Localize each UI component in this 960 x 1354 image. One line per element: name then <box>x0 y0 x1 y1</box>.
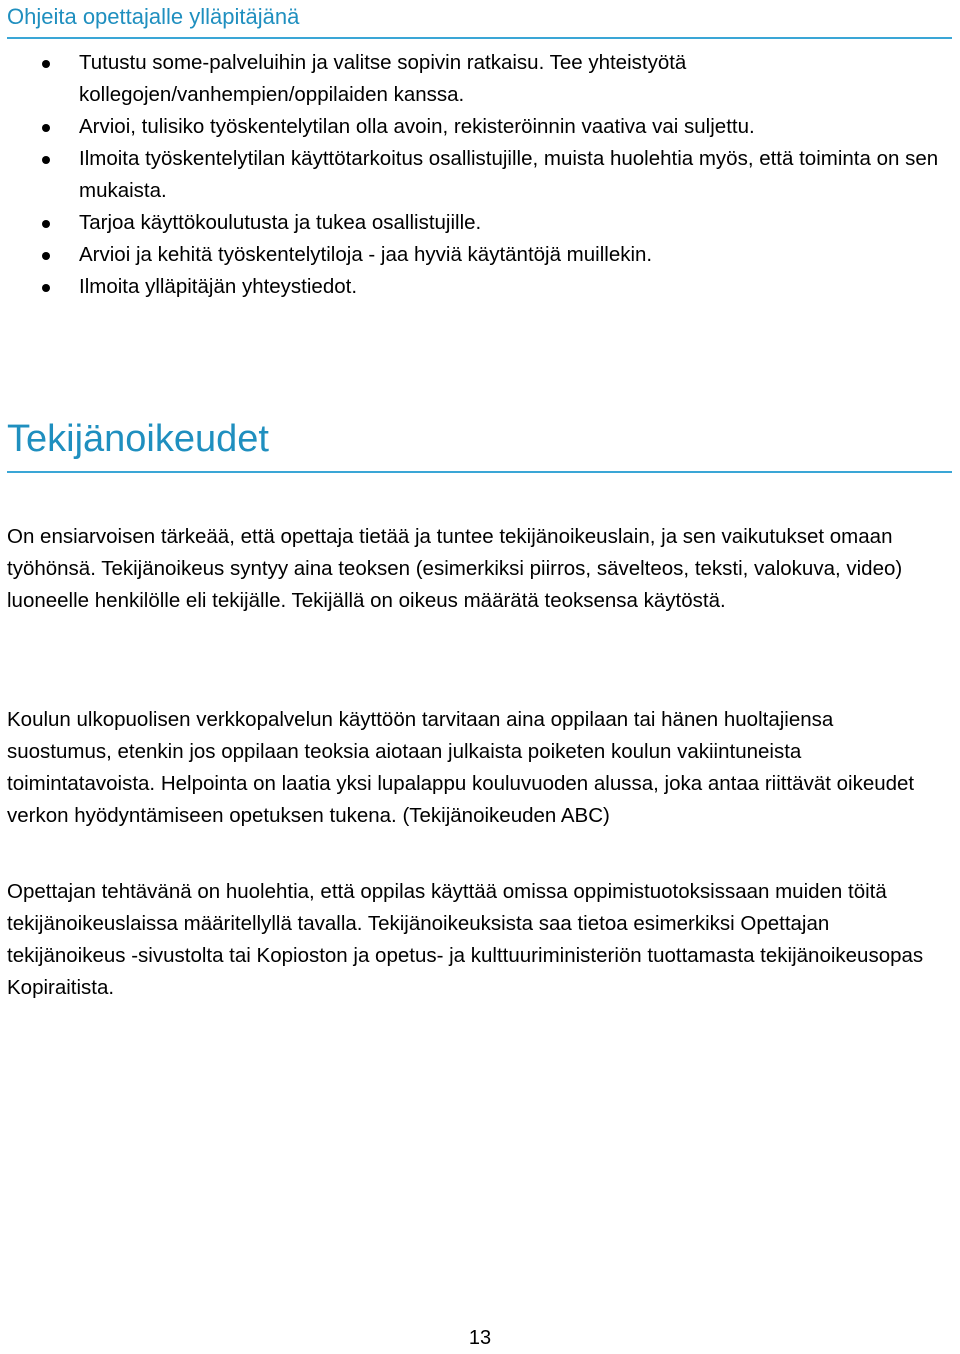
list-item-text: Ilmoita ylläpitäjän yhteystiedot. <box>79 275 358 298</box>
list-item-text: Tarjoa käyttökoulutusta ja tukea osallistujille. <box>79 211 482 234</box>
instructions-bullet-list <box>0 47 940 303</box>
bullet-icon <box>42 220 50 228</box>
bullet-icon <box>42 156 50 164</box>
bullet-icon <box>42 60 50 68</box>
heading-underline <box>7 471 952 473</box>
list-item <box>0 271 940 303</box>
paragraph: Koulun ulkopuolisen verkkopalvelun käyttöön tarvitaan aina oppilaan tai hänen huoltajiensa suostumus, etenkin jos oppilaan teoksia aiotaan julkaista poiketen koulun vakiintuneista toimintatavoista. Helpointa on laatia yksi lupalappu kouluvuoden alussa, joka antaa riittävät oikeudet verkon hyödyntämiseen opetuksen tukena. (Tekijänoikeuden ABC) <box>7 708 915 827</box>
list-item <box>0 47 940 111</box>
section-heading-instructions: Ohjeita opettajalle ylläpitäjänä <box>7 4 300 29</box>
section-heading-copyright: Tekijänoikeudet <box>7 418 269 460</box>
list-item <box>0 143 940 207</box>
page-number: 13 <box>468 1327 492 1349</box>
bullet-icon <box>42 252 50 260</box>
list-item-text: Arvioi ja kehitä työskentelytiloja - jaa hyviä käytäntöjä muillekin. <box>79 243 653 266</box>
paragraph: Opettajan tehtävänä on huolehtia, että oppilas käyttää omissa oppimistuotoksissaan muiden töitä tekijänoikeuslaissa määritellyllä tavalla. Tekijänoikeuksista saa tietoa esimerkiksi Opettajan tekijänoikeus -sivustolta tai Kopioston ja opetus- ja kulttuuriministeriön tuottamasta tekijänoikeusopas Kopiraitista. <box>7 880 924 999</box>
list-item-text: Tutustu some-palveluihin ja valitse sopivin ratkaisu. Tee yhteistyötä kollegojen/vanhempien/oppilaiden kanssa. <box>79 51 687 106</box>
bullet-icon <box>42 124 50 132</box>
heading-underline <box>7 37 952 39</box>
list-item <box>0 111 940 143</box>
list-item-text: Ilmoita työskentelytilan käyttötarkoitus osallistujille, muista huolehtia myös, että toiminta on sen mukaista. <box>79 147 939 202</box>
list-item <box>0 207 940 239</box>
paragraph: On ensiarvoisen tärkeää, että opettaja tietää ja tuntee tekijänoikeuslain, ja sen vaikutukset omaan työhönsä. Tekijänoikeus syntyy aina teoksen (esimerkiksi piirros, sävelteos, teksti, valokuva, video) luoneelle henkilölle eli tekijälle. Tekijällä on oikeus määrätä teoksensa käytöstä. <box>7 525 903 612</box>
bullet-icon <box>42 284 50 292</box>
list-item-text: Arvioi, tulisiko työskentelytilan olla avoin, rekisteröinnin vaativa vai suljettu. <box>79 115 755 138</box>
list-item <box>0 239 940 271</box>
